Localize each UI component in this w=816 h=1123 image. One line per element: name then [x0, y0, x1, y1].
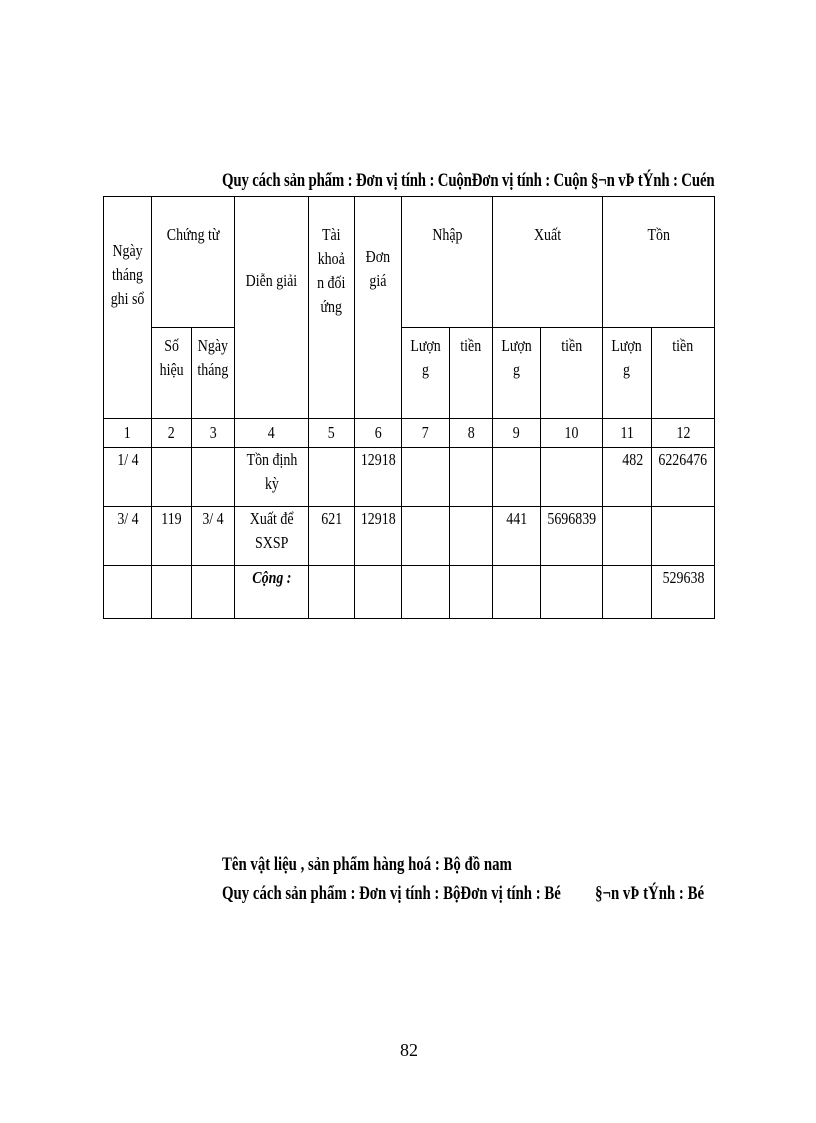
- cell-stock-amt: [652, 507, 715, 566]
- header-voucher-date: Ngày tháng: [192, 328, 235, 419]
- cell-empty: [104, 566, 152, 619]
- column-number: 12: [652, 419, 715, 448]
- cell-empty: [402, 566, 450, 619]
- header-voucher: Chứng từ: [152, 197, 235, 328]
- material-name-text: Tên vật liệu , sản phẩm hàng hoá : Bộ đồ nam: [222, 854, 512, 875]
- cell-account: [309, 448, 355, 507]
- cell-account: 621: [309, 507, 355, 566]
- cell-stock-qty: [603, 507, 652, 566]
- column-number: 11: [603, 419, 652, 448]
- header-row-sub: [104, 328, 715, 419]
- cell-unit-price: 12918: [355, 507, 402, 566]
- column-number: 10: [541, 419, 603, 448]
- footer-spec-part2: §¬n vÞ tÝnh : Bé: [595, 883, 705, 904]
- cell-empty: [309, 566, 355, 619]
- header-stock-qty: Lượn g: [603, 328, 652, 419]
- cell-date: 1/ 4: [104, 448, 152, 507]
- column-number: 8: [450, 419, 493, 448]
- inventory-ledger-table: [103, 196, 715, 619]
- cell-empty: [541, 566, 603, 619]
- header-voucher-no: Số hiệu: [152, 328, 192, 419]
- table-row: [104, 448, 715, 507]
- header-export-amt: tiền: [541, 328, 603, 419]
- product-spec-text: Quy cách sản phẩm : Đơn vị tính : CuộnĐơn vị tính : Cuộn §¬n vÞ tÝnh : Cuén: [222, 170, 715, 191]
- column-number: 3: [192, 419, 235, 448]
- cell-import-amt: [450, 507, 493, 566]
- cell-import-qty: [402, 448, 450, 507]
- page-number: 82: [400, 1040, 418, 1060]
- column-number: 7: [402, 419, 450, 448]
- cell-voucher-date: [192, 448, 235, 507]
- header-description: Diễn giải: [235, 197, 309, 419]
- cell-export-amt: [541, 448, 603, 507]
- column-number: 6: [355, 419, 402, 448]
- column-number: 2: [152, 419, 192, 448]
- cell-empty: [493, 566, 541, 619]
- footer-spec-line: [222, 883, 816, 905]
- column-number-row: [104, 419, 715, 448]
- header-row-group: [104, 197, 715, 328]
- table-row: [104, 507, 715, 566]
- cell-description: Xuất để SXSP: [235, 507, 309, 566]
- header-stock: Tồn: [603, 197, 715, 328]
- total-stock-amt: 529638: [652, 566, 715, 619]
- header-stock-amt: tiền: [652, 328, 715, 419]
- column-number: 9: [493, 419, 541, 448]
- material-name-line: [222, 854, 594, 876]
- header-import: Nhập: [402, 197, 493, 328]
- cell-date: 3/ 4: [104, 507, 152, 566]
- column-number: 4: [235, 419, 309, 448]
- header-export: Xuất: [493, 197, 603, 328]
- total-row: [104, 566, 715, 619]
- product-spec-line: [222, 170, 816, 192]
- cell-export-amt: 5696839: [541, 507, 603, 566]
- cell-stock-amt: 6226476: [652, 448, 715, 507]
- cell-voucher-no: [152, 448, 192, 507]
- column-number: 5: [309, 419, 355, 448]
- cell-stock-qty: 482: [603, 448, 652, 507]
- cell-empty: [603, 566, 652, 619]
- total-label: Cộng :: [235, 566, 309, 619]
- cell-empty: [355, 566, 402, 619]
- cell-voucher-no: 119: [152, 507, 192, 566]
- cell-export-qty: [493, 448, 541, 507]
- header-import-amt: tiền: [450, 328, 493, 419]
- cell-empty: [152, 566, 192, 619]
- cell-unit-price: 12918: [355, 448, 402, 507]
- cell-import-qty: [402, 507, 450, 566]
- cell-description: Tồn định kỳ: [235, 448, 309, 507]
- header-unit-price: Đơn giá: [355, 197, 402, 419]
- footer-spec-text: [222, 883, 704, 905]
- column-number: 1: [104, 419, 152, 448]
- cell-empty: [192, 566, 235, 619]
- header-export-qty: Lượn g: [493, 328, 541, 419]
- header-account: Tài khoả n đối ứng: [309, 197, 355, 419]
- cell-voucher-date: 3/ 4: [192, 507, 235, 566]
- cell-import-amt: [450, 448, 493, 507]
- footer-spec-part1: Quy cách sản phẩm : Đơn vị tính : BộĐơn vị tính : Bé: [222, 883, 561, 904]
- header-date-record: Ngày tháng ghi sổ: [104, 197, 152, 419]
- cell-empty: [450, 566, 493, 619]
- header-import-qty: Lượn g: [402, 328, 450, 419]
- cell-export-qty: 441: [493, 507, 541, 566]
